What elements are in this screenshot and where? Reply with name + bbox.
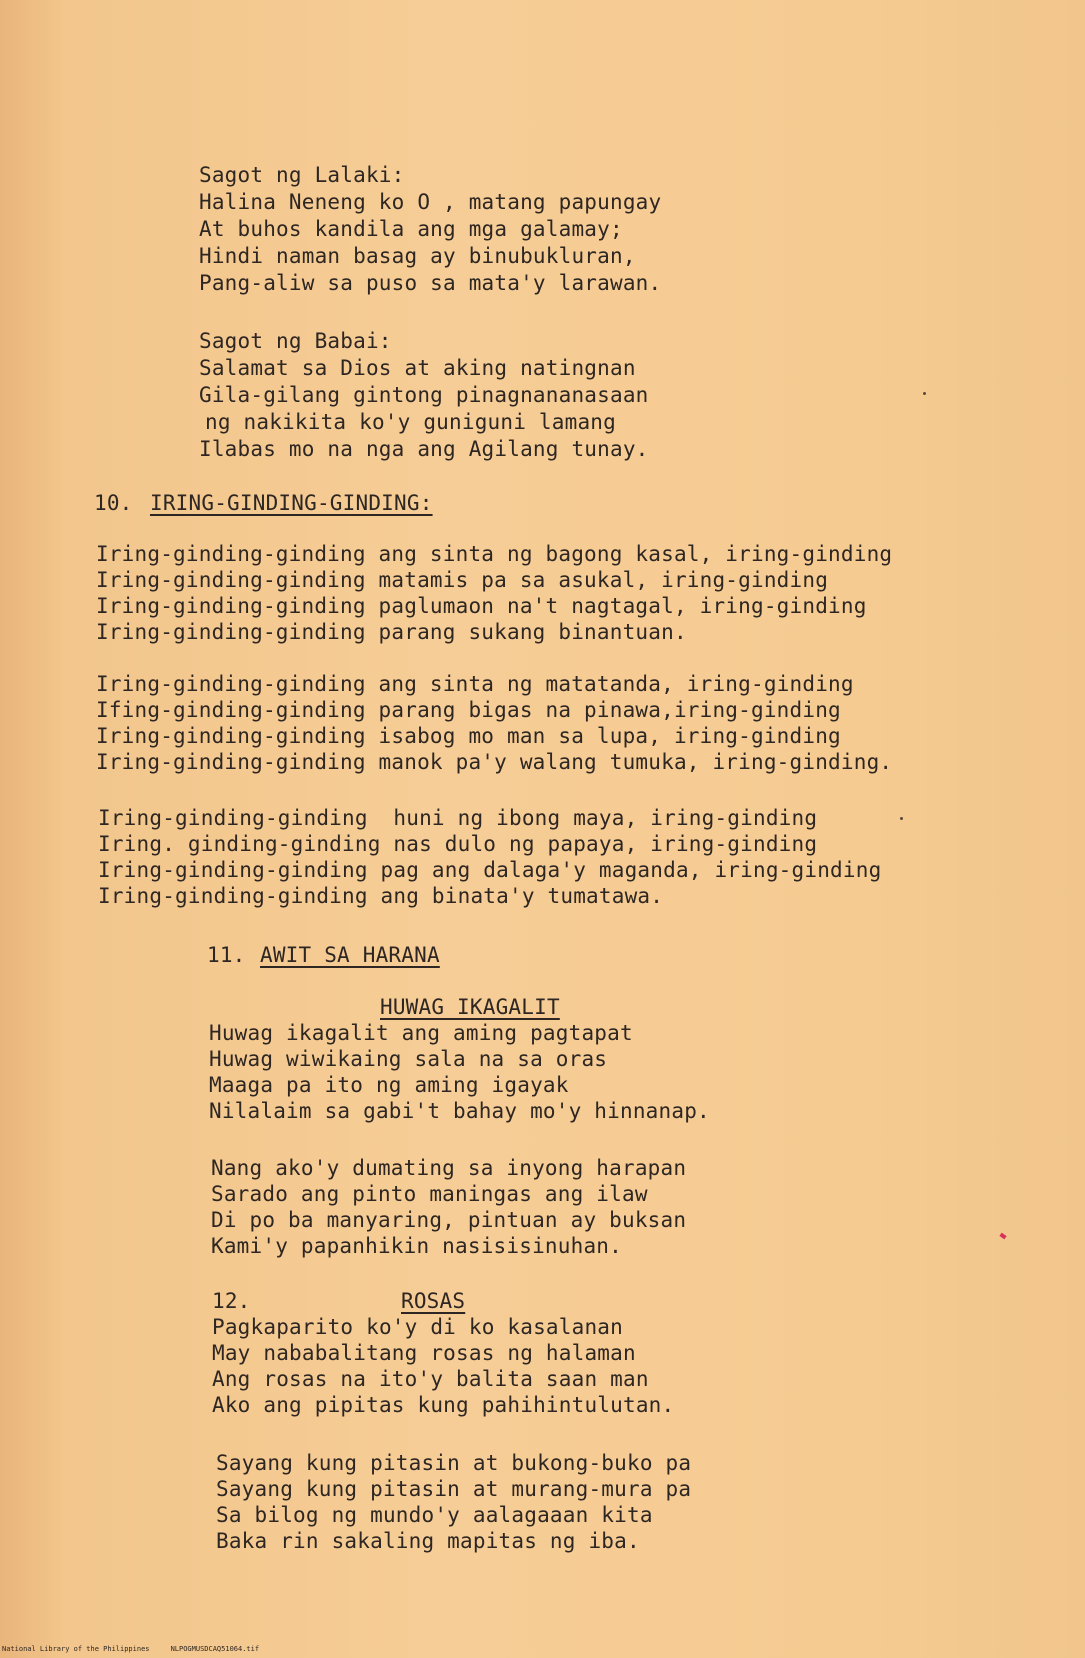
song10-number: 10. xyxy=(94,491,133,515)
song10-line: Iring-ginding-ginding parang sukang binantuan. xyxy=(96,620,687,644)
song10-line: Iring-ginding-ginding isabog mo man sa lupa, iring-ginding xyxy=(96,724,841,748)
song10-line: Iring-ginding-ginding ang binata'y tumatawa. xyxy=(98,884,664,908)
song11-line: Di po ba manyaring, pintuan ay buksan xyxy=(211,1208,687,1232)
song12-line: Ang rosas na ito'y balita saan man xyxy=(212,1367,649,1391)
babai-line: ng nakikita ko'y guniguni lamang xyxy=(205,410,616,434)
babai-line: Ilabas mo na nga ang Agilang tunay. xyxy=(199,437,649,461)
song11-line: Nilalaim sa gabi't bahay mo'y hinnanap. xyxy=(209,1099,710,1123)
song12-line: Sayang kung pitasin at bukong-buko pa xyxy=(216,1451,692,1475)
babai-line: Salamat sa Dios at aking natingnan xyxy=(199,356,636,380)
scan-footer: National Library of the Philippines NLPOGMUSDCAQ51064.tif xyxy=(2,1645,260,1653)
ink-dot xyxy=(900,817,903,820)
song10-line: Iring-ginding-ginding huni ng ibong maya, iring-ginding xyxy=(98,806,818,830)
ink-mark xyxy=(999,1233,1006,1240)
song11-title: AWIT SA HARANA xyxy=(260,943,440,967)
babai-heading: Sagot ng Babai: xyxy=(199,329,392,353)
song10-line: Iring-ginding-ginding matamis pa sa asukal, iring-ginding xyxy=(96,568,829,592)
song11-number: 11. xyxy=(207,943,246,967)
song10-title: IRING-GINDING-GINDING: xyxy=(150,491,433,515)
lalaki-line: Hindi naman basag ay binubukluran, xyxy=(199,244,636,268)
song10-line: Iring-ginding-ginding ang sinta ng matatanda, iring-ginding xyxy=(96,672,854,696)
song12-line: Sa bilog ng mundo'y aalagaaan kita xyxy=(216,1503,653,1527)
song12-line: Ako ang pipitas kung pahihintulutan. xyxy=(212,1393,675,1417)
song10-line: Iring-ginding-ginding ang sinta ng bagong kasal, iring-ginding xyxy=(96,542,893,566)
song10-line: Ifing-ginding-ginding parang bigas na pinawa,iring-ginding xyxy=(96,698,841,722)
song12-line: Sayang kung pitasin at murang-mura pa xyxy=(216,1477,692,1501)
song10-line: Iring-ginding-ginding manok pa'y walang tumuka, iring-ginding. xyxy=(96,750,893,774)
babai-line: Gila-gilang gintong pinagnananasaan xyxy=(199,383,649,407)
lalaki-line: Halina Neneng ko O , matang papungay xyxy=(199,190,662,214)
song11-subtitle: HUWAG IKAGALIT xyxy=(380,995,560,1019)
song11-line: Huwag ikagalit ang aming pagtapat xyxy=(209,1021,633,1045)
lalaki-line: At buhos kandila ang mga galamay; xyxy=(199,217,623,241)
song11-line: Maaga pa ito ng aming igayak xyxy=(209,1073,569,1097)
song12-line: Baka rin sakaling mapitas ng iba. xyxy=(216,1529,640,1553)
song12-number: 12. xyxy=(212,1289,251,1313)
song11-line: Sarado ang pinto maningas ang ilaw xyxy=(211,1182,648,1206)
song10-line: Iring-ginding-ginding pag ang dalaga'y maganda, iring-ginding xyxy=(98,858,882,882)
song12-line: May nababalitang rosas ng halaman xyxy=(212,1341,636,1365)
song10-line: Iring. ginding-ginding nas dulo ng papaya, iring-ginding xyxy=(98,832,818,856)
song11-line: Nang ako'y dumating sa inyong harapan xyxy=(211,1156,687,1180)
song11-line: Huwag wiwikaing sala na sa oras xyxy=(209,1047,608,1071)
lalaki-line: Pang-aliw sa puso sa mata'y larawan. xyxy=(199,271,662,295)
song12-line: Pagkaparito ko'y di ko kasalanan xyxy=(212,1315,623,1339)
ink-dot xyxy=(923,392,926,395)
song11-line: Kami'y papanhikin nasisisinuhan. xyxy=(211,1234,622,1258)
song10-line: Iring-ginding-ginding paglumaon na't nagtagal, iring-ginding xyxy=(96,594,867,618)
lalaki-heading: Sagot ng Lalaki: xyxy=(199,163,405,187)
song12-title: ROSAS xyxy=(401,1289,466,1313)
